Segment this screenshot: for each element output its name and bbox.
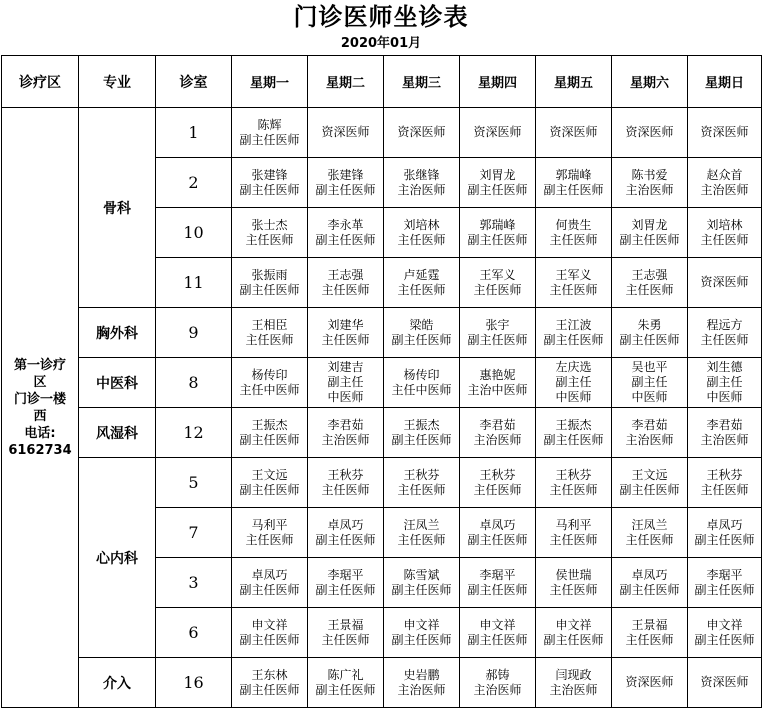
- doctor-cell: 程远方 主任医师: [688, 308, 762, 358]
- doctor-cell: 李琚平 副主任医师: [688, 558, 762, 608]
- header-cell: 专业: [79, 56, 156, 108]
- doctor-cell: 王秋芬 主任医师: [384, 458, 460, 508]
- room-number-cell: 10: [156, 208, 232, 258]
- room-number-cell: 7: [156, 508, 232, 558]
- doctor-cell: 资深医师: [536, 108, 612, 158]
- doctor-cell: 陈雪斌 副主任医师: [384, 558, 460, 608]
- doctor-cell: 王秋芬 主任医师: [536, 458, 612, 508]
- table-row: [2, 358, 762, 408]
- doctor-cell: 史岩鹏 主治医师: [384, 658, 460, 708]
- doctor-cell: 汪凤兰 主任医师: [612, 508, 688, 558]
- doctor-cell: 申文祥 副主任医师: [384, 608, 460, 658]
- department-cell: 胸外科: [79, 308, 156, 358]
- doctor-cell: 资深医师: [612, 658, 688, 708]
- table-row: [2, 658, 762, 708]
- doctor-cell: 王振杰 副主任医师: [384, 408, 460, 458]
- room-number-cell: 11: [156, 258, 232, 308]
- doctor-cell: 王文远 副主任医师: [612, 458, 688, 508]
- doctor-cell: 李琚平 副主任医师: [308, 558, 384, 608]
- doctor-cell: 李永革 副主任医师: [308, 208, 384, 258]
- doctor-cell: 李君茹 主治医师: [612, 408, 688, 458]
- header-cell: 诊疗区: [2, 56, 79, 108]
- doctor-cell: 惠艳妮 主治中医师: [460, 358, 536, 408]
- department-cell: 中医科: [79, 358, 156, 408]
- doctor-cell: 申文祥 副主任医师: [536, 608, 612, 658]
- doctor-cell: 马利平 主任医师: [232, 508, 308, 558]
- doctor-cell: 资深医师: [612, 108, 688, 158]
- doctor-cell: 王秋芬 主任医师: [688, 458, 762, 508]
- room-number-cell: 3: [156, 558, 232, 608]
- doctor-cell: 资深医师: [688, 258, 762, 308]
- doctor-cell: 资深医师: [384, 108, 460, 158]
- doctor-cell: 资深医师: [460, 108, 536, 158]
- doctor-cell: 李君茹 主治医师: [460, 408, 536, 458]
- doctor-cell: 资深医师: [308, 108, 384, 158]
- page-subtitle: 2020年01月: [340, 36, 422, 51]
- doctor-cell: 梁皓 副主任医师: [384, 308, 460, 358]
- header-cell: 星期五: [536, 56, 612, 108]
- doctor-cell: 刘建吉 副主任 中医师: [308, 358, 384, 408]
- doctor-cell: 刘培林 主任医师: [384, 208, 460, 258]
- doctor-cell: 王秋芬 主任医师: [460, 458, 536, 508]
- doctor-cell: 王志强 主任医师: [612, 258, 688, 308]
- doctor-cell: 王秋芬 主任医师: [308, 458, 384, 508]
- doctor-cell: 何贵生 主任医师: [536, 208, 612, 258]
- doctor-cell: 卓凤巧 副主任医师: [688, 508, 762, 558]
- room-number-cell: 8: [156, 358, 232, 408]
- doctor-cell: 刘培林 主任医师: [688, 208, 762, 258]
- table-row: [2, 308, 762, 358]
- doctor-cell: 李琚平 副主任医师: [460, 558, 536, 608]
- doctor-cell: 王志强 主任医师: [308, 258, 384, 308]
- doctor-cell: 陈书爱 主治医师: [612, 158, 688, 208]
- doctor-cell: 卓凤巧 副主任医师: [308, 508, 384, 558]
- header-row: [2, 56, 762, 108]
- doctor-cell: 郭瑞峰 副主任医师: [460, 208, 536, 258]
- doctor-cell: 申文祥 副主任医师: [232, 608, 308, 658]
- doctor-cell: 郭瑞峰 副主任医师: [536, 158, 612, 208]
- header-cell: 星期一: [232, 56, 308, 108]
- room-number-cell: 9: [156, 308, 232, 358]
- doctor-cell: 王振杰 副主任医师: [536, 408, 612, 458]
- doctor-cell: 闫现政 主治医师: [536, 658, 612, 708]
- doctor-cell: 刘生德 副主任 中医师: [688, 358, 762, 408]
- doctor-cell: 汪凤兰 主任医师: [384, 508, 460, 558]
- header-cell: 星期二: [308, 56, 384, 108]
- doctor-cell: 卢延霆 主任医师: [384, 258, 460, 308]
- doctor-cell: 王相臣 主任医师: [232, 308, 308, 358]
- room-number-cell: 16: [156, 658, 232, 708]
- department-cell: 心内科: [79, 458, 156, 658]
- doctor-cell: 张士杰 主任医师: [232, 208, 308, 258]
- header-cell: 星期四: [460, 56, 536, 108]
- header-cell: 诊室: [156, 56, 232, 108]
- doctor-cell: 吴也平 副主任 中医师: [612, 358, 688, 408]
- doctor-cell: 左庆选 副主任 中医师: [536, 358, 612, 408]
- doctor-cell: 侯世瑞 主任医师: [536, 558, 612, 608]
- doctor-cell: 李君茹 主治医师: [308, 408, 384, 458]
- doctor-cell: 张建锋 副主任医师: [232, 158, 308, 208]
- doctor-cell: 资深医师: [688, 658, 762, 708]
- doctor-cell: 马利平 主任医师: [536, 508, 612, 558]
- department-cell: 介入: [79, 658, 156, 708]
- header-cell: 星期六: [612, 56, 688, 108]
- table-row: [2, 108, 762, 158]
- doctor-cell: 王景福 主任医师: [612, 608, 688, 658]
- doctor-cell: 王振杰 副主任医师: [232, 408, 308, 458]
- doctor-cell: 张继锋 主治医师: [384, 158, 460, 208]
- room-number-cell: 12: [156, 408, 232, 458]
- doctor-cell: 刘胃龙 副主任医师: [460, 158, 536, 208]
- department-cell: 风湿科: [79, 408, 156, 458]
- doctor-cell: 朱勇 副主任医师: [612, 308, 688, 358]
- doctor-cell: 卓凤巧 副主任医师: [232, 558, 308, 608]
- table-row: [2, 458, 762, 508]
- doctor-cell: 王景福 主任医师: [308, 608, 384, 658]
- doctor-cell: 刘胃龙 副主任医师: [612, 208, 688, 258]
- doctor-cell: 资深医师: [688, 108, 762, 158]
- header-cell: 星期三: [384, 56, 460, 108]
- doctor-cell: 杨传印 主任中医师: [384, 358, 460, 408]
- doctor-cell: 申文祥 副主任医师: [460, 608, 536, 658]
- page-title: 门诊医师坐诊表: [293, 3, 469, 31]
- doctor-cell: 申文祥 副主任医师: [688, 608, 762, 658]
- schedule-body: [2, 108, 762, 708]
- doctor-cell: 王军义 主任医师: [460, 258, 536, 308]
- doctor-cell: 杨传印 主任中医师: [232, 358, 308, 408]
- doctor-cell: 王东林 副主任医师: [232, 658, 308, 708]
- clinic-area-cell: 第一诊疗 区 门诊一楼 西 电话: 6162734: [2, 108, 79, 708]
- room-number-cell: 5: [156, 458, 232, 508]
- doctor-cell: 陈辉 副主任医师: [232, 108, 308, 158]
- doctor-cell: 陈广礼 副主任医师: [308, 658, 384, 708]
- room-number-cell: 6: [156, 608, 232, 658]
- doctor-cell: 卓凤巧 副主任医师: [460, 508, 536, 558]
- doctor-cell: 王文远 副主任医师: [232, 458, 308, 508]
- doctor-cell: 刘建华 主任医师: [308, 308, 384, 358]
- table-row: [2, 408, 762, 458]
- doctor-cell: 张建锋 副主任医师: [308, 158, 384, 208]
- header-cell: 星期日: [688, 56, 762, 108]
- doctor-cell: 郝铸 主治医师: [460, 658, 536, 708]
- room-number-cell: 1: [156, 108, 232, 158]
- room-number-cell: 2: [156, 158, 232, 208]
- department-cell: 骨科: [79, 108, 156, 308]
- doctor-cell: 王江波 副主任医师: [536, 308, 612, 358]
- doctor-cell: 李君茹 主治医师: [688, 408, 762, 458]
- doctor-cell: 张振雨 副主任医师: [232, 258, 308, 308]
- doctor-cell: 王军义 主任医师: [536, 258, 612, 308]
- schedule-table: [1, 55, 762, 708]
- doctor-cell: 卓凤巧 副主任医师: [612, 558, 688, 608]
- doctor-cell: 张宇 副主任医师: [460, 308, 536, 358]
- doctor-cell: 赵众首 主治医师: [688, 158, 762, 208]
